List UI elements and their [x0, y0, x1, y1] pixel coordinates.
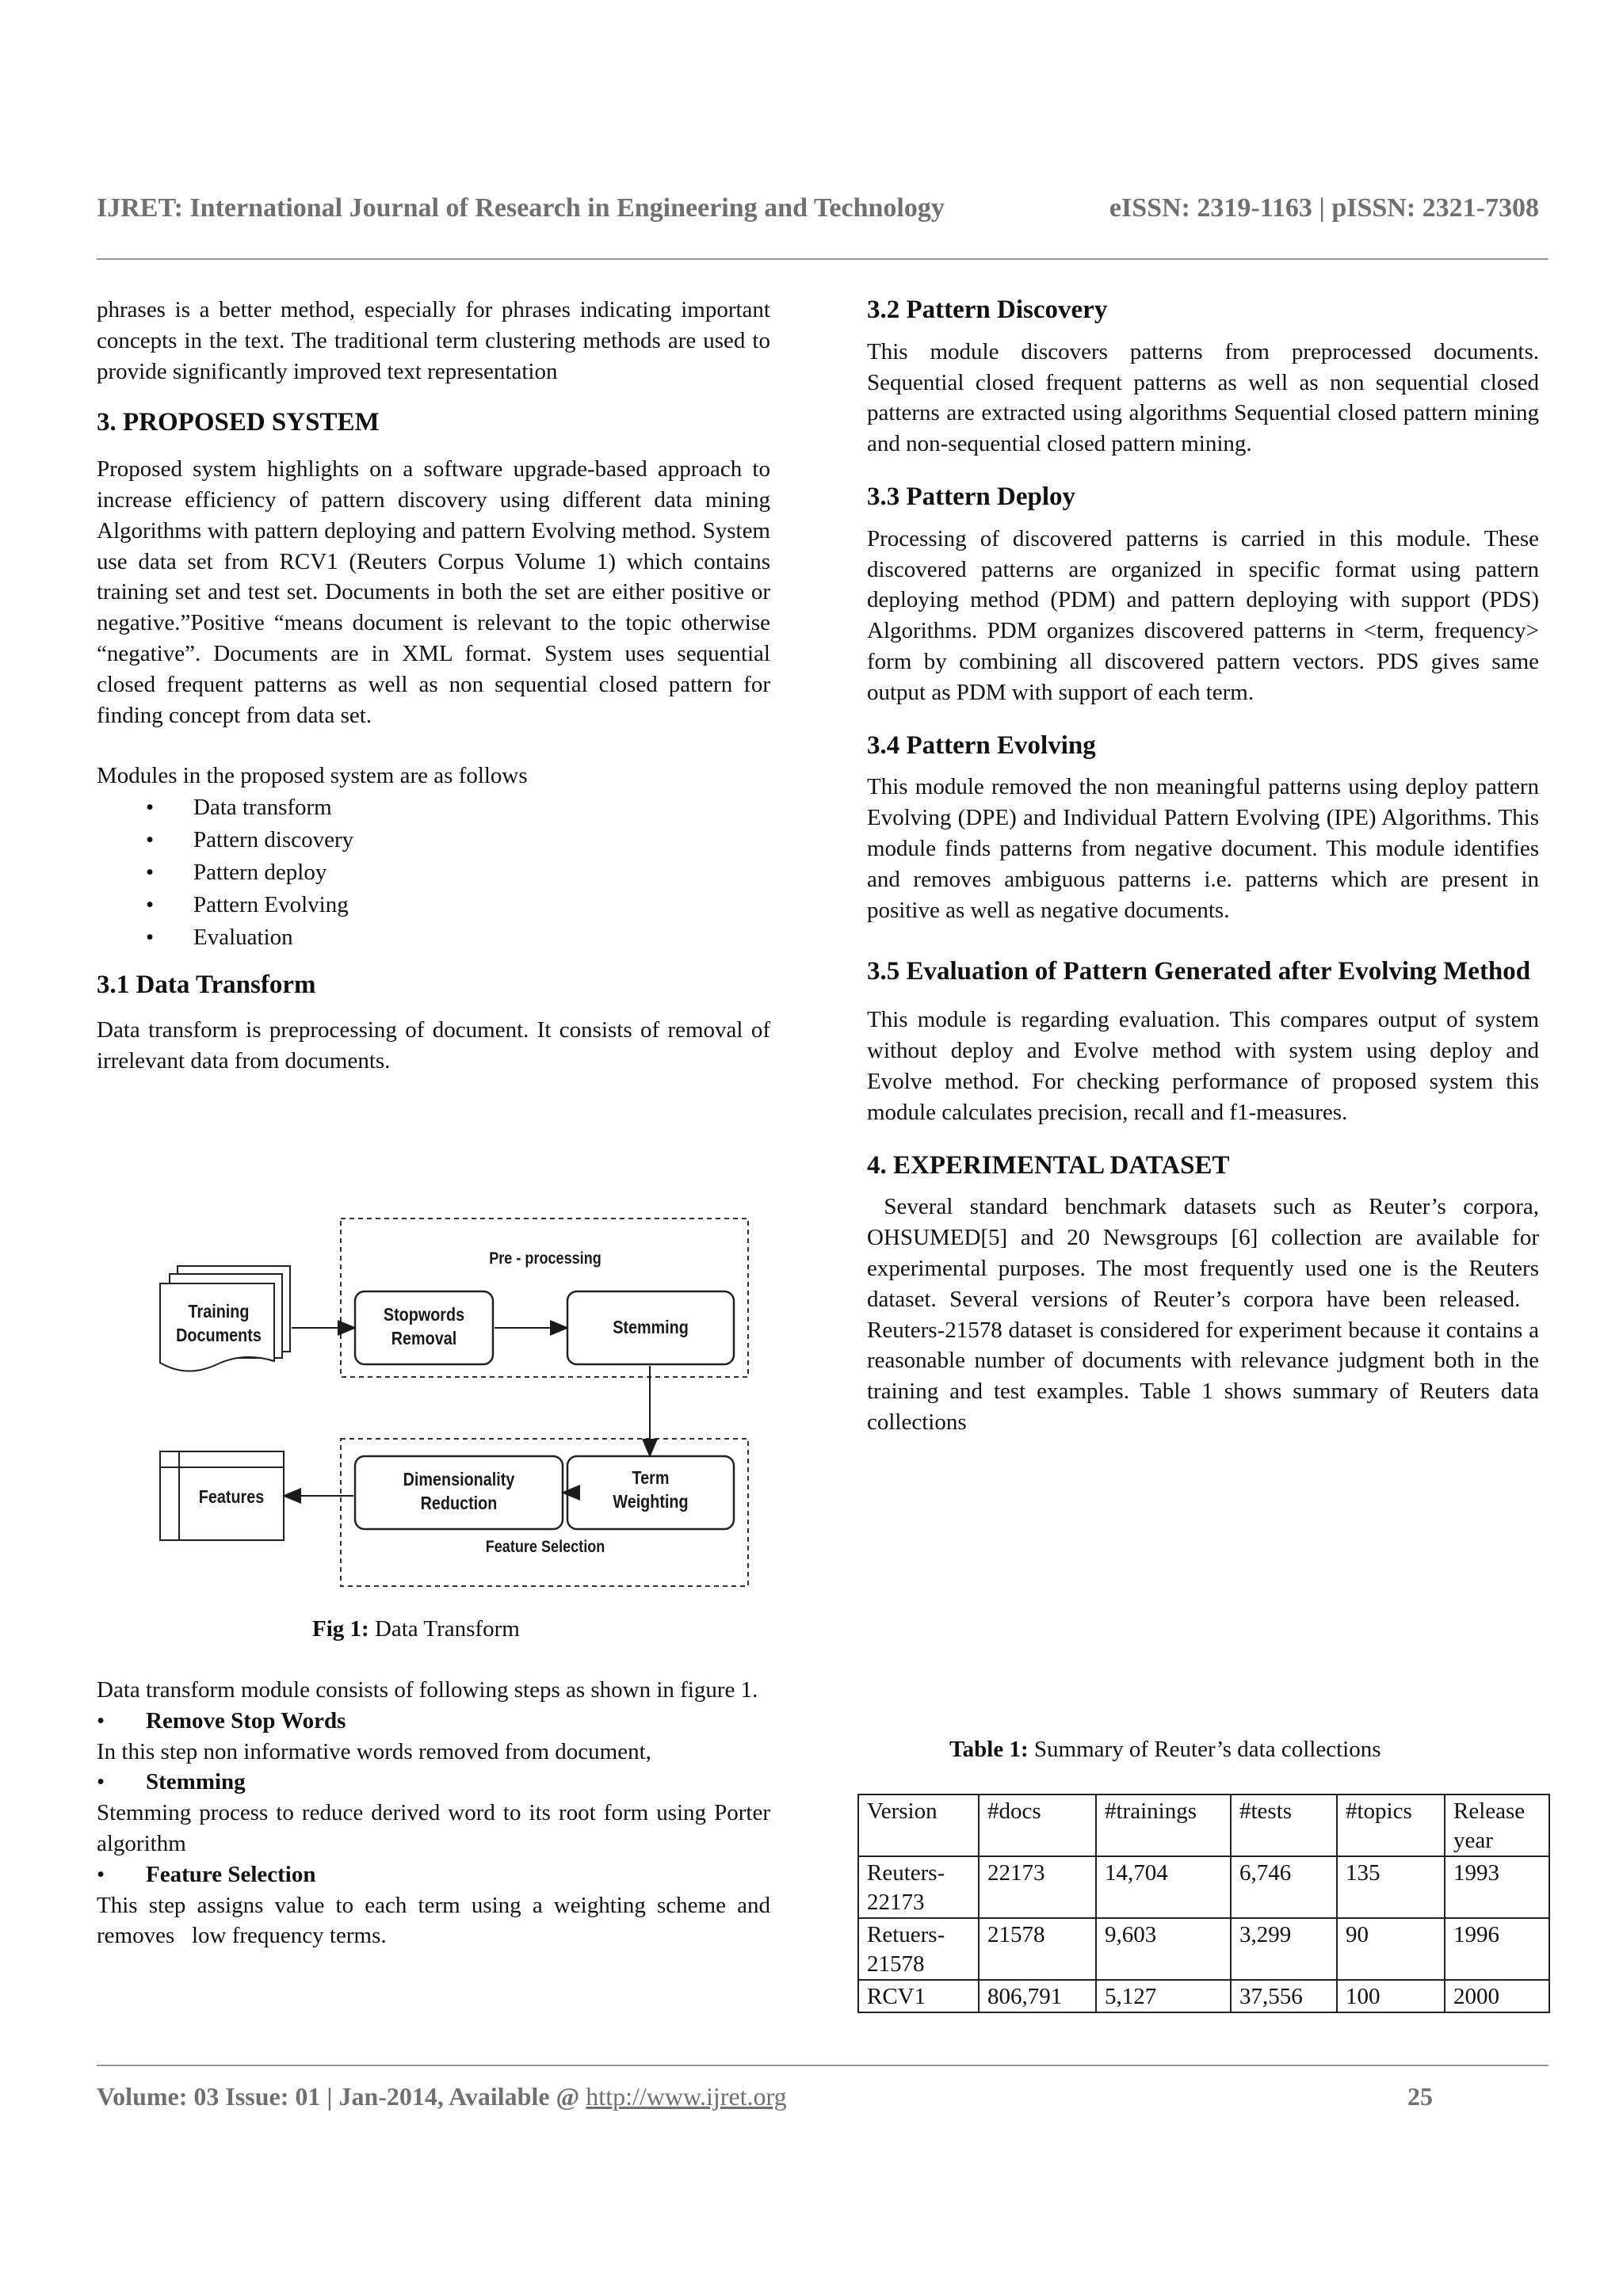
- table-cell: 3,299: [1231, 1918, 1337, 1980]
- figure-1-diagram: [155, 1217, 758, 1589]
- step-feature-selection-title: • Feature Selection: [97, 1859, 770, 1890]
- step-remove-stop-words-title: • Remove Stop Words: [97, 1706, 770, 1737]
- list-item: • Pattern deploy: [97, 856, 770, 889]
- table-1-caption: [949, 1737, 1381, 1763]
- page-number: 25: [1407, 2082, 1433, 2111]
- table-cell: 806,791: [979, 1980, 1096, 2012]
- table-cell: 6,746: [1231, 1856, 1337, 1918]
- section-3-1-paragraph: Data transform is preprocessing of document. It consists of removal of irrelevant data from documents.: [97, 1016, 770, 1074]
- footer-volume: Volume: 03 Issue: 01 | Jan-2014, Available @: [97, 2082, 586, 2111]
- table-header-cell: Release year: [1445, 1794, 1549, 1856]
- table-header-row: [858, 1794, 1549, 1856]
- table-row: [858, 1918, 1549, 1980]
- section-4-paragraph: Several standard benchmark datasets such as Reuter’s corpora, OHSUMED[5] and 20 Newsgroups [6] collection are available for experimental purposes. The most frequently used one is the Reuters dataset. Several versions of Reuter’s corpora have been released. Reuters-21578 dataset is considered for experiment because it contains a reasonable number of documents with relevance judgment both in the training and test examples. Table 1 shows summary of Reuters data collections: [867, 1194, 1539, 1435]
- section-4-heading: 4. EXPERIMENTAL DATASET: [867, 1150, 1230, 1180]
- term-weighting-label: Term Weighting: [613, 1467, 689, 1512]
- table-header-cell: #tests: [1231, 1794, 1337, 1856]
- left-column-lower: [97, 1675, 770, 1951]
- dimensionality-label: Dimensionality Reduction: [403, 1469, 515, 1513]
- table-cell: 37,556: [1231, 1980, 1337, 2012]
- intro-paragraph: phrases is a better method, especially for phrases indicating important concepts in the text. The traditional term clustering methods are used to provide significantly improved text representation: [97, 297, 770, 384]
- table-header-cell: #topics: [1337, 1794, 1445, 1856]
- left-column: [97, 295, 770, 1077]
- list-item: • Evaluation: [97, 921, 770, 954]
- stemming-label: Stemming: [613, 1317, 689, 1337]
- section-3-5-heading: 3.5 Evaluation of Pattern Generated after Evolving Method: [867, 957, 1531, 986]
- table-cell: 14,704: [1096, 1856, 1231, 1918]
- table-header-cell: #docs: [979, 1794, 1096, 1856]
- table-header-cell: #trainings: [1096, 1794, 1231, 1856]
- section-3-4-paragraph: This module removed the non meaningful patterns using deploy pattern Evolving (DPE) and Individual Pattern Evolving (IPE) Algorithms. This module finds patterns from negative document. This module identifies and removes ambiguous patterns i.e. patterns which are present in positive as well as negative documents.: [867, 774, 1539, 923]
- header-rule: [97, 258, 1549, 260]
- reuters-summary-table: [857, 1794, 1550, 2013]
- table-cell: 135: [1337, 1856, 1445, 1918]
- figure-label: Fig 1:: [312, 1616, 369, 1642]
- feature-selection-label: Feature Selection: [485, 1538, 605, 1556]
- table-cell: RCV1: [858, 1980, 979, 2012]
- section-3-1-heading: 3.1 Data Transform: [97, 971, 316, 1000]
- section-3-4-heading: 3.4 Pattern Evolving: [867, 730, 1096, 760]
- figure-1-caption: [312, 1616, 520, 1642]
- step-stemming-title: • Stemming: [97, 1767, 770, 1798]
- running-header: [97, 193, 1539, 233]
- table-header-cell: Version: [858, 1794, 979, 1856]
- list-item: • Pattern Evolving: [97, 889, 770, 921]
- table-cell: 90: [1337, 1918, 1445, 1980]
- table-cell: Retuers-21578: [858, 1918, 979, 1980]
- training-documents-label: Training Documents: [176, 1301, 262, 1345]
- table-cell: 1996: [1445, 1918, 1549, 1980]
- modules-list: [97, 791, 770, 954]
- section-3-5-paragraph: This module is regarding evaluation. This compares output of system without deploy and Evolve method with system using deploy and Evolve method. For checking performance of proposed system this module calculates precision, recall and f1-measures.: [867, 1007, 1539, 1125]
- section-3-3-heading: 3.3 Pattern Deploy: [867, 482, 1076, 511]
- figure-title: Data Transform: [374, 1616, 520, 1642]
- journal-name: IJRET: International Journal of Research in Engineering and Technology: [97, 193, 945, 223]
- table-cell: 1993: [1445, 1856, 1549, 1918]
- table-row: [858, 1856, 1549, 1918]
- section-3-3-paragraph: Processing of discovered patterns is carried in this module. These discovered patterns are organized in specific format using pattern deploying method (PDM) and pattern deploying with support (PDS) Algorithms. PDM organizes discovered patterns in <term, frequency> form by combining all discovered pattern vectors. PDS gives same output as PDM with support of each term.: [867, 525, 1539, 705]
- steps-intro: Data transform module consists of following steps as shown in figure 1.: [97, 1677, 758, 1703]
- features-label: Features: [198, 1486, 265, 1507]
- right-column: [867, 295, 1539, 1438]
- running-footer: [97, 2082, 1444, 2111]
- footer-rule: [97, 2065, 1549, 2066]
- section-3-2-heading: 3.2 Pattern Discovery: [867, 296, 1108, 324]
- stopwords-label: Stopwords Removal: [383, 1304, 465, 1348]
- list-item: • Pattern discovery: [97, 824, 770, 856]
- step-feature-selection-text: This step assigns value to each term using a weighting scheme and removes low frequency terms.: [97, 1892, 770, 1949]
- list-item: • Data transform: [97, 791, 770, 824]
- step-remove-stop-words-text: In this step non informative words removed from document,: [97, 1738, 651, 1764]
- table-cell: 5,127: [1096, 1980, 1231, 2012]
- table-cell: Reuters-22173: [858, 1856, 979, 1918]
- footer-url-link[interactable]: http://www.ijret.org: [586, 2082, 787, 2111]
- table-title: Summary of Reuter’s data collections: [1033, 1737, 1381, 1762]
- diagram-graphics: [155, 1217, 758, 1589]
- table-cell: 21578: [979, 1918, 1096, 1980]
- section-3-heading: 3. PROPOSED SYSTEM: [97, 408, 380, 437]
- table-cell: 22173: [979, 1856, 1096, 1918]
- preprocessing-label: Pre - processing: [489, 1249, 601, 1268]
- table-row: [858, 1980, 1549, 2012]
- step-stemming-text: Stemming process to reduce derived word to its root form using Porter algorithm: [97, 1800, 770, 1856]
- section-3-2-paragraph: This module discovers patterns from preprocessed documents. Sequential closed frequent patterns as well as non sequential closed patterns are extracted using algorithms Sequential closed pattern mining and non-sequential closed pattern mining.: [867, 338, 1539, 457]
- table-cell: 2000: [1445, 1980, 1549, 2012]
- table-cell: 9,603: [1096, 1918, 1231, 1980]
- section-3-paragraph: Proposed system highlights on a software upgrade-based approach to increase efficiency of pattern discovery using different data mining Algorithms with pattern deploying and pattern Evolving method. System use data set from RCV1 (Reuters Corpus Volume 1) which contains training set and test set. Documents in both the set are either positive or negative.”Positive “means document is relevant to the topic otherwise “negative”. Documents are in XML format. System uses sequential closed frequent patterns as well as non sequential closed pattern for finding concept from data set.: [97, 456, 770, 728]
- modules-intro: Modules in the proposed system are as follows: [97, 763, 528, 789]
- issn-info: eISSN: 2319-1163 | pISSN: 2321-7308: [1109, 193, 1539, 223]
- table-cell: 100: [1337, 1980, 1445, 2012]
- table-label: Table 1:: [949, 1737, 1029, 1762]
